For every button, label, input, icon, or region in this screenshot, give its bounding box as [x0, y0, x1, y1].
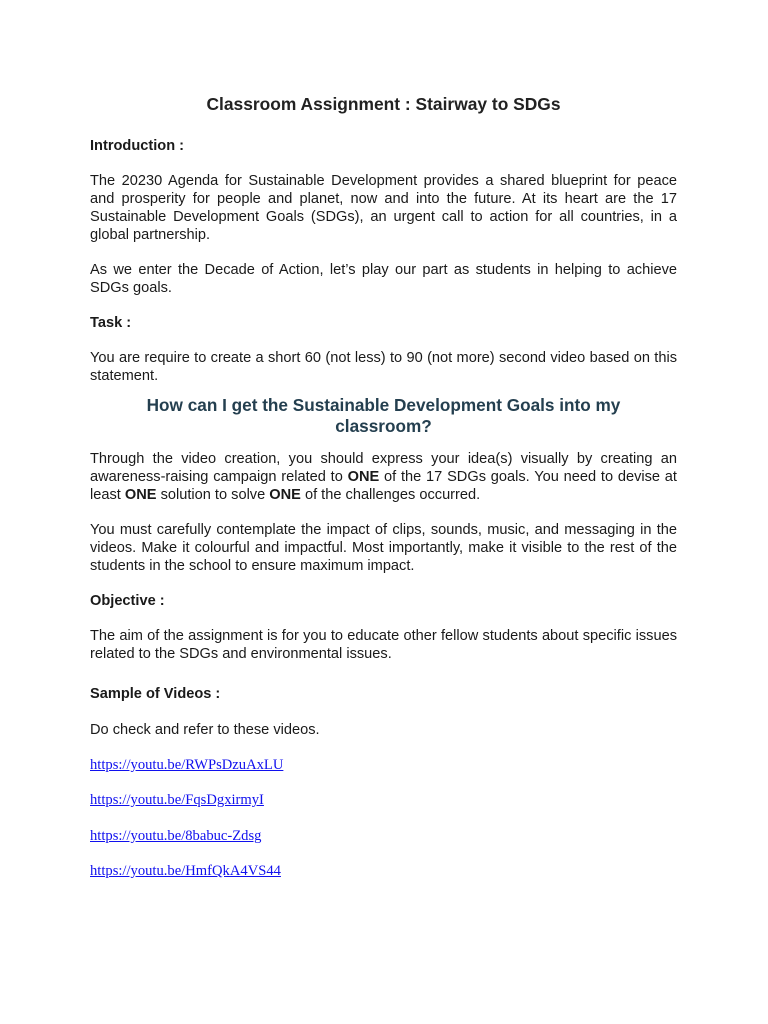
task-paragraph-2 [90, 450, 677, 504]
task-paragraph-2-part-1: Through the video creation, you should express your idea(s) visually by creating an awareness-raising campaign related to [90, 451, 677, 485]
emphasis-one-1: ONE [347, 469, 380, 485]
page-title: Classroom Assignment : Stairway to SDGs [206, 94, 561, 114]
task-callout-question: How can I get the Sustainable Development Goals into my classroom? [146, 395, 621, 436]
document-body [90, 93, 677, 880]
emphasis-one-3: ONE [269, 487, 301, 503]
introduction-heading: Introduction : [90, 138, 185, 154]
task-paragraph-2-part-3: solution to solve [156, 487, 270, 503]
task-heading: Task : [90, 315, 132, 331]
task-paragraph-2-part-2: of the 17 SDGs goals. You need to devise at least [90, 469, 677, 503]
video-link-2[interactable]: https://youtu.be/FqsDgxirmyI [90, 792, 264, 808]
objective-paragraph: The aim of the assignment is for you to educate other fellow students about specific issues related to the SDGs and environmental issues. [90, 628, 677, 662]
objective-heading: Objective : [90, 593, 165, 609]
task-paragraph-3: You must carefully contemplate the impact of clips, sounds, music, and messaging in the videos. Make it colourful and impactful. Most importantly, make it visible to the rest of the students in the school to ensure maximum impact. [90, 522, 677, 574]
samples-heading: Sample of Videos : [90, 686, 221, 702]
task-paragraph: You are require to create a short 60 (not less) to 90 (not more) second video based on this statement. [90, 350, 677, 384]
samples-intro: Do check and refer to these videos. [90, 722, 320, 738]
video-link-4[interactable]: https://youtu.be/HmfQkA4VS44 [90, 863, 281, 879]
task-paragraph-2-part-4: of the challenges occurred. [300, 487, 481, 503]
video-link-1[interactable]: https://youtu.be/RWPsDzuAxLU [90, 757, 284, 773]
introduction-paragraph-2: As we enter the Decade of Action, let’s play our part as students in helping to achieve SDGs goals. [90, 262, 677, 296]
emphasis-one-2: ONE [124, 487, 157, 503]
introduction-paragraph-1: The 20230 Agenda for Sustainable Development provides a shared blueprint for peace and prosperity for people and planet, now and into the future. At its heart are the 17 Sustainable Development Goals (SDGs), an urgent call to action for all countries, in a global partnership. [90, 173, 677, 243]
video-link-3[interactable]: https://youtu.be/8babuc-Zdsg [90, 828, 262, 844]
